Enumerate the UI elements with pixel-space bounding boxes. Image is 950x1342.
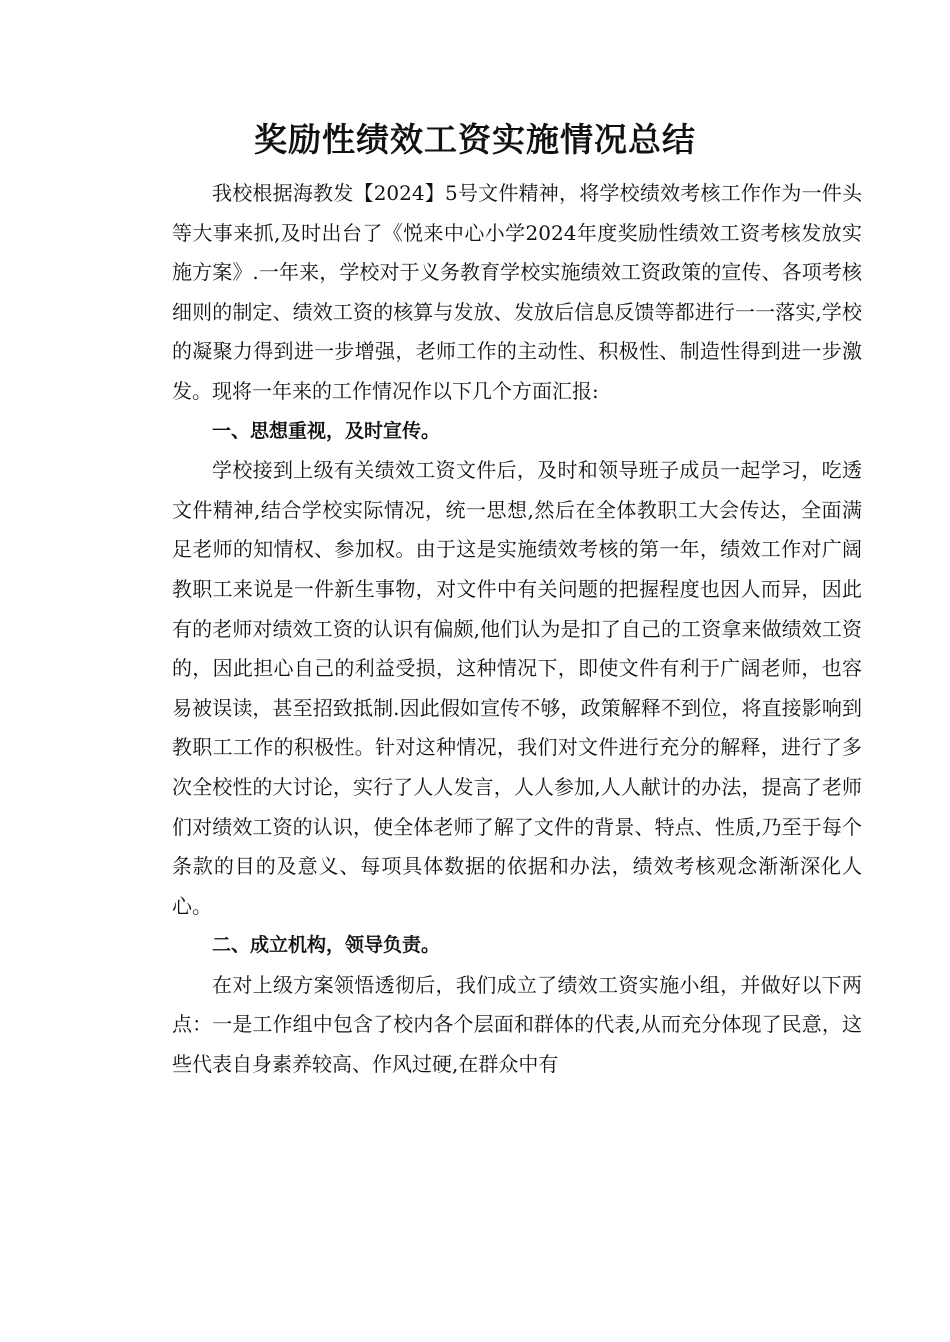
paragraph-section-1: 学校接到上级有关绩效工资文件后，及时和领导班子成员一起学习，吃透文件精神,结合学校实际情况，统一思想,然后在全体教职工大会传达，全面满足老师的知情权、参加权。由于这是实施绩效考核的第一年，绩效工作对广阔教职工来说是一件新生事物，对文件中有关问题的把握程度也因人而异，因此有的老师对绩效工资的认识有偏颇,他们认为是扣了自己的工资拿来做绩效工资的，因此担心自己的利益受损，这种情况下，即使文件有利于广阔老师，也容易被误读，甚至招致抵制.因此假如宣传不够，政策解释不到位，将直接影响到教职工工作的积极性。针对这种情况，我们对文件进行充分的解释，进行了多次全校性的大讨论，实行了人人发言，人人参加,人人献计的办法，提高了老师们对绩效工资的认识，使全体老师了解了文件的背景、特点、性质,乃至于每个条款的目的及意义、每项具体数据的依据和办法，绩效考核观念渐渐深化人心。	[172, 458, 862, 918]
paragraph-intro: 我校根据海教发【2024】5号文件精神，将学校绩效考核工作作为一件头等大事来抓,及时出台了《悦来中心小学2024年度奖励性绩效工资考核发放实施方案》.一年来，学校对于义务教育学校实施绩效工资政策的宣传、各项考核细则的制定、绩效工资的核算与发放、发放后信息反馈等都进行一一落实,学校的凝聚力得到进一步增强，老师工作的主动性、积极性、制造性得到进一步激发。现将一年来的工作情况作以下几个方面汇报:	[172, 181, 862, 403]
section-heading-1: 一、思想重视，及时宣传。	[212, 419, 441, 442]
document-title: 奖励性绩效工资实施情况总结	[254, 120, 696, 159]
section-heading-2: 二、成立机构，领导负责。	[212, 934, 441, 957]
document-body	[172, 174, 862, 1085]
paragraph-section-2: 在对上级方案领悟透彻后，我们成立了绩效工资实施小组，并做好以下两点：一是工作组中包含了校内各个层面和群体的代表,从而充分体现了民意，这些代表自身素养较高、作风过硬,在群众中有	[172, 972, 862, 1077]
